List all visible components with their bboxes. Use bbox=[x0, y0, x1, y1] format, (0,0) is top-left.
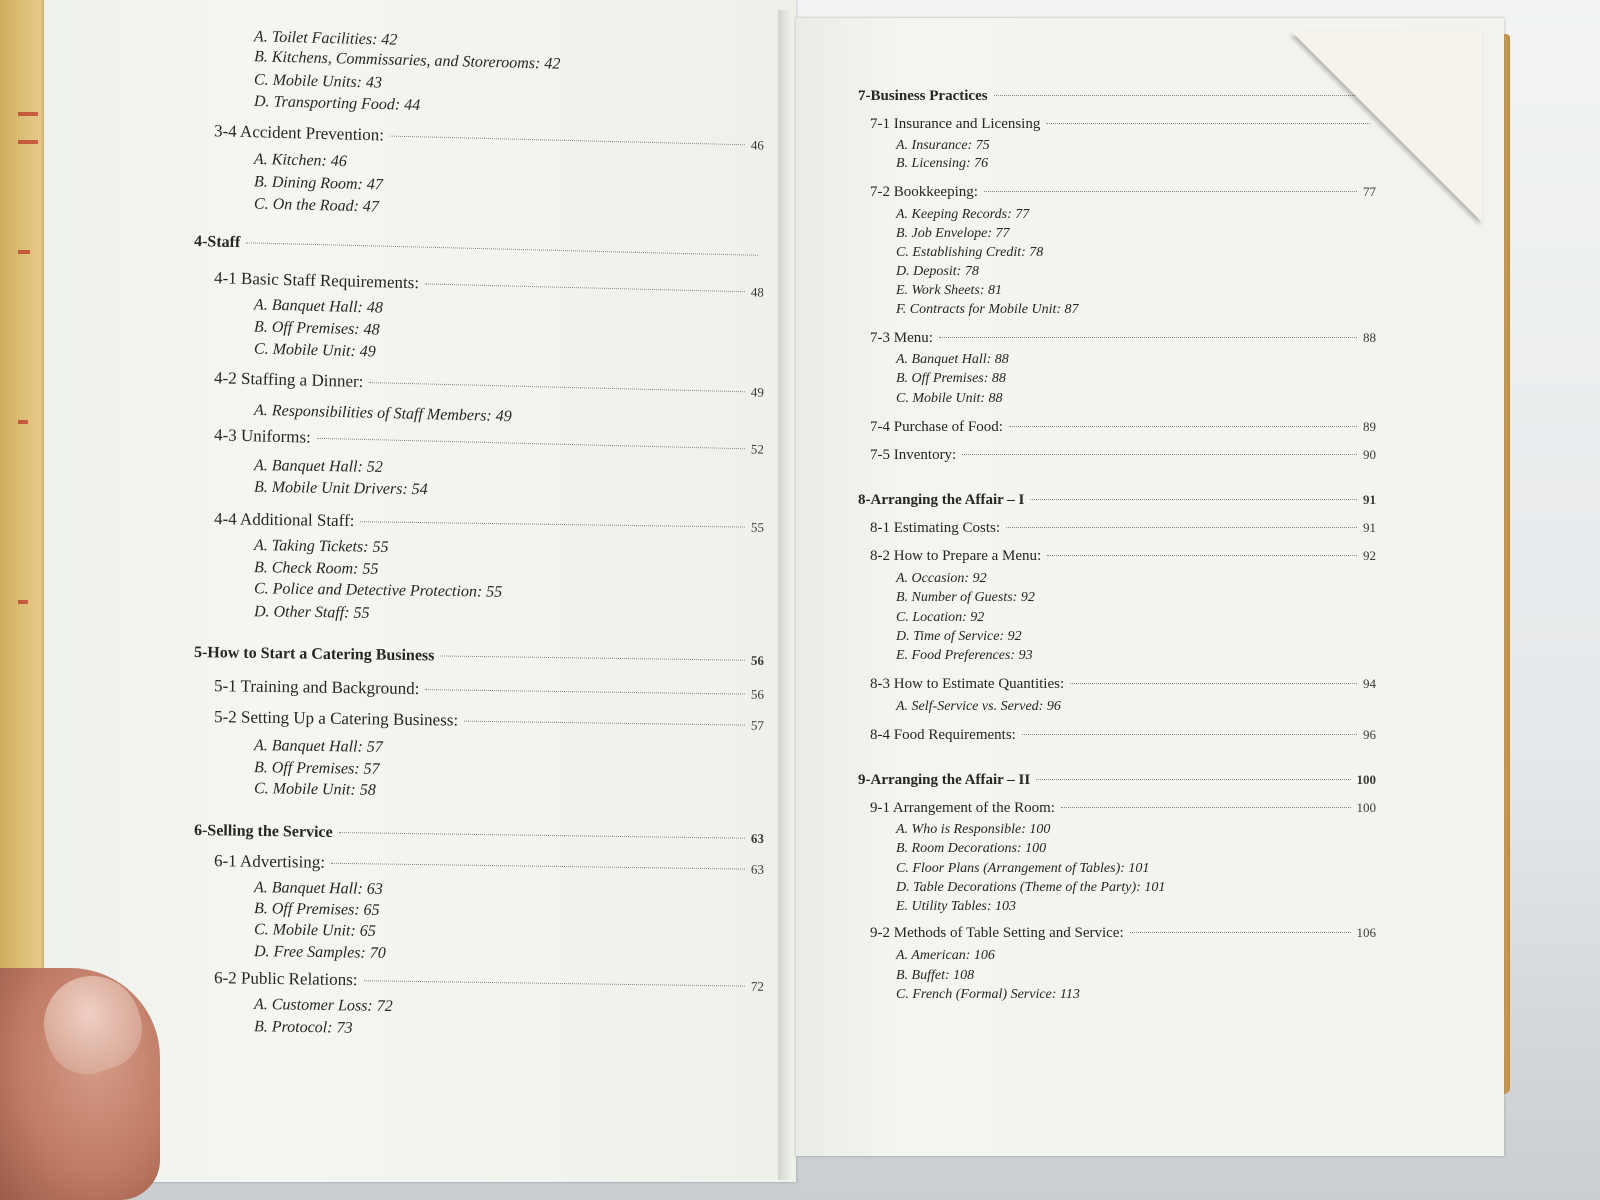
toc-subentry: C. Mobile Unit: 88 bbox=[896, 391, 1003, 406]
toc-subentry: A. Taking Tickets: 55 bbox=[253, 537, 389, 556]
toc-subentry: B. Buffet: 108 bbox=[896, 968, 975, 983]
toc-entry-title: 8-2 How to Prepare a Menu: bbox=[870, 548, 1042, 564]
leader-dots bbox=[1061, 807, 1351, 808]
toc-entry-title: 8-Arranging the Affair – I bbox=[858, 492, 1025, 508]
toc-subentry: A. Banquet Hall: 88 bbox=[896, 352, 1009, 367]
toc-page-number: 91 bbox=[1363, 520, 1376, 535]
leader-dots bbox=[939, 337, 1357, 338]
toc-page-number: 63 bbox=[750, 830, 765, 846]
toc-page-number: 72 bbox=[750, 978, 765, 994]
toc-subentry: B. Licensing: 76 bbox=[896, 156, 989, 171]
toc-subentry: D. Deposit: 78 bbox=[896, 264, 979, 279]
leader-dots bbox=[390, 136, 745, 146]
toc-page-number: 100 bbox=[1356, 800, 1376, 815]
toc-subentry: A. Banquet Hall: 63 bbox=[253, 879, 383, 898]
toc-page-number: 90 bbox=[1363, 447, 1376, 462]
toc-subentry: E. Food Preferences: 93 bbox=[896, 648, 1033, 663]
toc-chapter bbox=[194, 822, 764, 848]
toc-page-number: 57 bbox=[750, 717, 765, 733]
toc-page-number: 106 bbox=[1356, 925, 1376, 940]
leader-dots bbox=[1022, 734, 1357, 735]
leader-dots bbox=[317, 438, 745, 449]
leader-dots bbox=[369, 382, 745, 392]
toc-subentry: C. Mobile Units: 43 bbox=[253, 71, 383, 92]
leader-dots bbox=[1047, 555, 1357, 556]
toc-subentry: C. Mobile Unit: 49 bbox=[253, 340, 376, 361]
toc-entry-title: 8-1 Estimating Costs: bbox=[870, 520, 1001, 536]
cover-print-mark bbox=[18, 140, 38, 144]
toc-entry-title: 7-4 Purchase of Food: bbox=[870, 419, 1003, 435]
toc-entry-title: 5-1 Training and Background: bbox=[213, 676, 420, 699]
toc-page-number: 63 bbox=[750, 861, 765, 877]
toc-entry-title: 4-1 Basic Staff Requirements: bbox=[213, 268, 420, 293]
toc-page-number: 88 bbox=[1363, 330, 1376, 345]
toc-section bbox=[214, 851, 764, 879]
toc-entry-title: 7-2 Bookkeeping: bbox=[870, 184, 978, 200]
toc-page-number: 91 bbox=[1363, 492, 1376, 507]
cover-print-mark bbox=[18, 250, 30, 254]
toc-entry-title: 4-4 Additional Staff: bbox=[213, 509, 355, 531]
toc-entry-title: 9-1 Arrangement of the Room: bbox=[870, 800, 1055, 816]
toc-chapter bbox=[858, 772, 1376, 789]
toc-entry-title: 9-Arranging the Affair – II bbox=[858, 772, 1031, 788]
toc-section bbox=[214, 121, 764, 154]
toc-subentry: B. Number of Guests: 92 bbox=[896, 590, 1035, 605]
leader-dots bbox=[331, 863, 745, 870]
cover-print-mark bbox=[18, 420, 28, 424]
toc-subentry: C. Mobile Unit: 65 bbox=[253, 921, 376, 940]
toc-page-number: 47 bbox=[1363, 88, 1376, 103]
toc-page-number: 52 bbox=[750, 441, 765, 457]
toc-entry-title: 8-4 Food Requirements: bbox=[870, 727, 1016, 743]
leader-dots bbox=[1006, 527, 1357, 528]
toc-section bbox=[870, 676, 1376, 693]
cover-print-mark bbox=[18, 600, 28, 604]
leader-dots bbox=[364, 980, 745, 986]
toc-subentry: B. Room Decorations: 100 bbox=[896, 841, 1047, 856]
left-page bbox=[44, 0, 796, 1182]
toc-subentry: A. Toilet Facilities: 42 bbox=[253, 28, 398, 49]
toc-section bbox=[214, 509, 764, 537]
toc-subentry: A. Banquet Hall: 48 bbox=[253, 296, 384, 317]
toc-subentry: D. Free Samples: 70 bbox=[253, 943, 386, 962]
toc-chapter bbox=[194, 644, 764, 670]
toc-chapter bbox=[194, 233, 764, 265]
toc-page-number: 94 bbox=[1363, 676, 1376, 691]
leader-dots bbox=[440, 655, 745, 660]
toc-subentry: E. Work Sheets: 81 bbox=[896, 283, 1003, 298]
toc-subentry: D. Time of Service: 92 bbox=[896, 629, 1022, 644]
toc-page-number: 92 bbox=[1363, 548, 1376, 563]
toc-section bbox=[870, 520, 1376, 537]
toc-subentry: C. Police and Detective Protection: 55 bbox=[253, 580, 503, 601]
toc-subentry: C. Location: 92 bbox=[896, 610, 985, 625]
toc-subentry: B. Check Room: 55 bbox=[253, 559, 379, 578]
toc-entry-title: 7-1 Insurance and Licensing bbox=[870, 116, 1041, 132]
toc-subentry: D. Transporting Food: 44 bbox=[253, 92, 421, 115]
toc-page-number: 48 bbox=[750, 284, 765, 300]
toc-section bbox=[214, 707, 764, 735]
toc-entry-title: 4-2 Staffing a Dinner: bbox=[213, 368, 364, 391]
toc-page-number: 56 bbox=[750, 686, 765, 702]
toc-section bbox=[870, 925, 1376, 942]
book-gutter bbox=[778, 10, 800, 1180]
toc-entry-title: 3-4 Accident Prevention: bbox=[213, 121, 385, 145]
toc-entry-title: 4-3 Uniforms: bbox=[213, 425, 312, 447]
toc-subentry: B. Off Premises: 65 bbox=[253, 900, 380, 919]
toc-entry-title: 4-Staff bbox=[193, 233, 241, 252]
toc-subentry: A. Kitchen: 46 bbox=[253, 150, 348, 171]
toc-page-number: 96 bbox=[1363, 727, 1376, 742]
folded-corner-bookmark bbox=[1292, 32, 1482, 222]
toc-subentry: A. Insurance: 75 bbox=[896, 138, 990, 153]
toc-subentry: B. Dining Room: 47 bbox=[253, 173, 384, 194]
cover-print-mark bbox=[18, 112, 38, 116]
toc-entry-title: 7-Business Practices bbox=[858, 88, 988, 104]
leader-dots bbox=[464, 721, 745, 726]
toc-section bbox=[870, 447, 1376, 464]
toc-subentry: B. Protocol: 73 bbox=[253, 1018, 353, 1037]
toc-section bbox=[870, 419, 1376, 436]
toc-section bbox=[870, 330, 1376, 347]
leader-dots bbox=[1130, 932, 1351, 933]
leader-dots bbox=[360, 521, 745, 527]
toc-page-number: 46 bbox=[750, 137, 765, 153]
toc-entry-title: 6-2 Public Relations: bbox=[213, 968, 358, 990]
toc-subentry: D. Table Decorations (Theme of the Party): 101 bbox=[896, 880, 1166, 895]
toc-section bbox=[870, 727, 1376, 744]
toc-page-number: 49 bbox=[750, 384, 765, 400]
toc-subentry: A. Who is Responsible: 100 bbox=[896, 822, 1051, 837]
toc-subentry: A. Banquet Hall: 52 bbox=[253, 457, 383, 476]
toc-entry-title: 6-1 Advertising: bbox=[213, 851, 326, 872]
toc-section bbox=[870, 548, 1376, 565]
toc-section bbox=[214, 425, 764, 458]
toc-page-number: 100 bbox=[1356, 772, 1376, 787]
toc-subentry: F. Contracts for Mobile Unit: 87 bbox=[896, 302, 1079, 317]
toc-subentry: B. Off Premises: 57 bbox=[253, 759, 380, 778]
toc-page-number: 56 bbox=[750, 652, 765, 668]
toc-subentry: C. Floor Plans (Arrangement of Tables): 101 bbox=[896, 861, 1150, 876]
toc-subentry: A. Customer Loss: 72 bbox=[253, 996, 393, 1015]
toc-chapter bbox=[858, 492, 1376, 509]
toc-subentry: B. Off Premises: 88 bbox=[896, 371, 1006, 386]
leader-dots bbox=[962, 454, 1357, 455]
toc-section bbox=[214, 676, 764, 704]
toc-section bbox=[214, 368, 764, 401]
toc-page-number: 55 bbox=[750, 519, 765, 535]
toc-subentry: A. Banquet Hall: 57 bbox=[253, 737, 383, 756]
toc-section bbox=[214, 968, 764, 996]
leader-dots bbox=[339, 832, 745, 839]
toc-entry-title: 9-2 Methods of Table Setting and Service: bbox=[870, 925, 1124, 941]
toc-subentry: A. Occasion: 92 bbox=[896, 571, 987, 586]
toc-subentry: A. Self-Service vs. Served: 96 bbox=[896, 699, 1061, 714]
toc-subentry: A. American: 106 bbox=[896, 948, 995, 963]
leader-dots bbox=[1036, 779, 1350, 780]
leader-dots bbox=[425, 689, 745, 694]
toc-page-number: 89 bbox=[1363, 419, 1376, 434]
toc-entry-title: 7-3 Menu: bbox=[870, 330, 933, 346]
toc-page-number: 77 bbox=[1363, 184, 1376, 199]
toc-subentry: C. On the Road: 47 bbox=[253, 195, 380, 216]
toc-entry-title: 5-2 Setting Up a Catering Business: bbox=[213, 707, 459, 730]
leader-dots bbox=[1070, 683, 1357, 684]
toc-subentry: B. Job Envelope: 77 bbox=[896, 226, 1010, 241]
toc-entry-title: 7-5 Inventory: bbox=[870, 447, 957, 463]
toc-subentry: A. Responsibilities of Staff Members: 49 bbox=[253, 401, 512, 426]
toc-entry-title: 5-How to Start a Catering Business bbox=[193, 644, 435, 665]
toc-entry-title: 6-Selling the Service bbox=[193, 822, 333, 841]
toc-subentry: B. Off Premises: 48 bbox=[253, 318, 380, 339]
leader-dots bbox=[425, 283, 745, 292]
toc-subentry: E. Utility Tables: 103 bbox=[896, 899, 1017, 914]
leader-dots bbox=[1009, 426, 1357, 427]
toc-subentry: B. Mobile Unit Drivers: 54 bbox=[253, 478, 428, 499]
leader-dots bbox=[1030, 499, 1357, 500]
toc-entry-title: 8-3 How to Estimate Quantities: bbox=[870, 676, 1065, 692]
toc-subentry: C. French (Formal) Service: 113 bbox=[896, 987, 1080, 1002]
toc-section bbox=[870, 800, 1376, 817]
toc-subentry: C. Establishing Credit: 78 bbox=[896, 245, 1044, 260]
toc-subentry: B. Kitchens, Commissaries, and Storerooms: 42 bbox=[253, 48, 561, 73]
leader-dots bbox=[246, 242, 758, 256]
toc-subentry: D. Other Staff: 55 bbox=[253, 603, 370, 622]
toc-subentry: C. Mobile Unit: 58 bbox=[253, 780, 376, 799]
toc-subentry: A. Keeping Records: 77 bbox=[896, 207, 1030, 222]
